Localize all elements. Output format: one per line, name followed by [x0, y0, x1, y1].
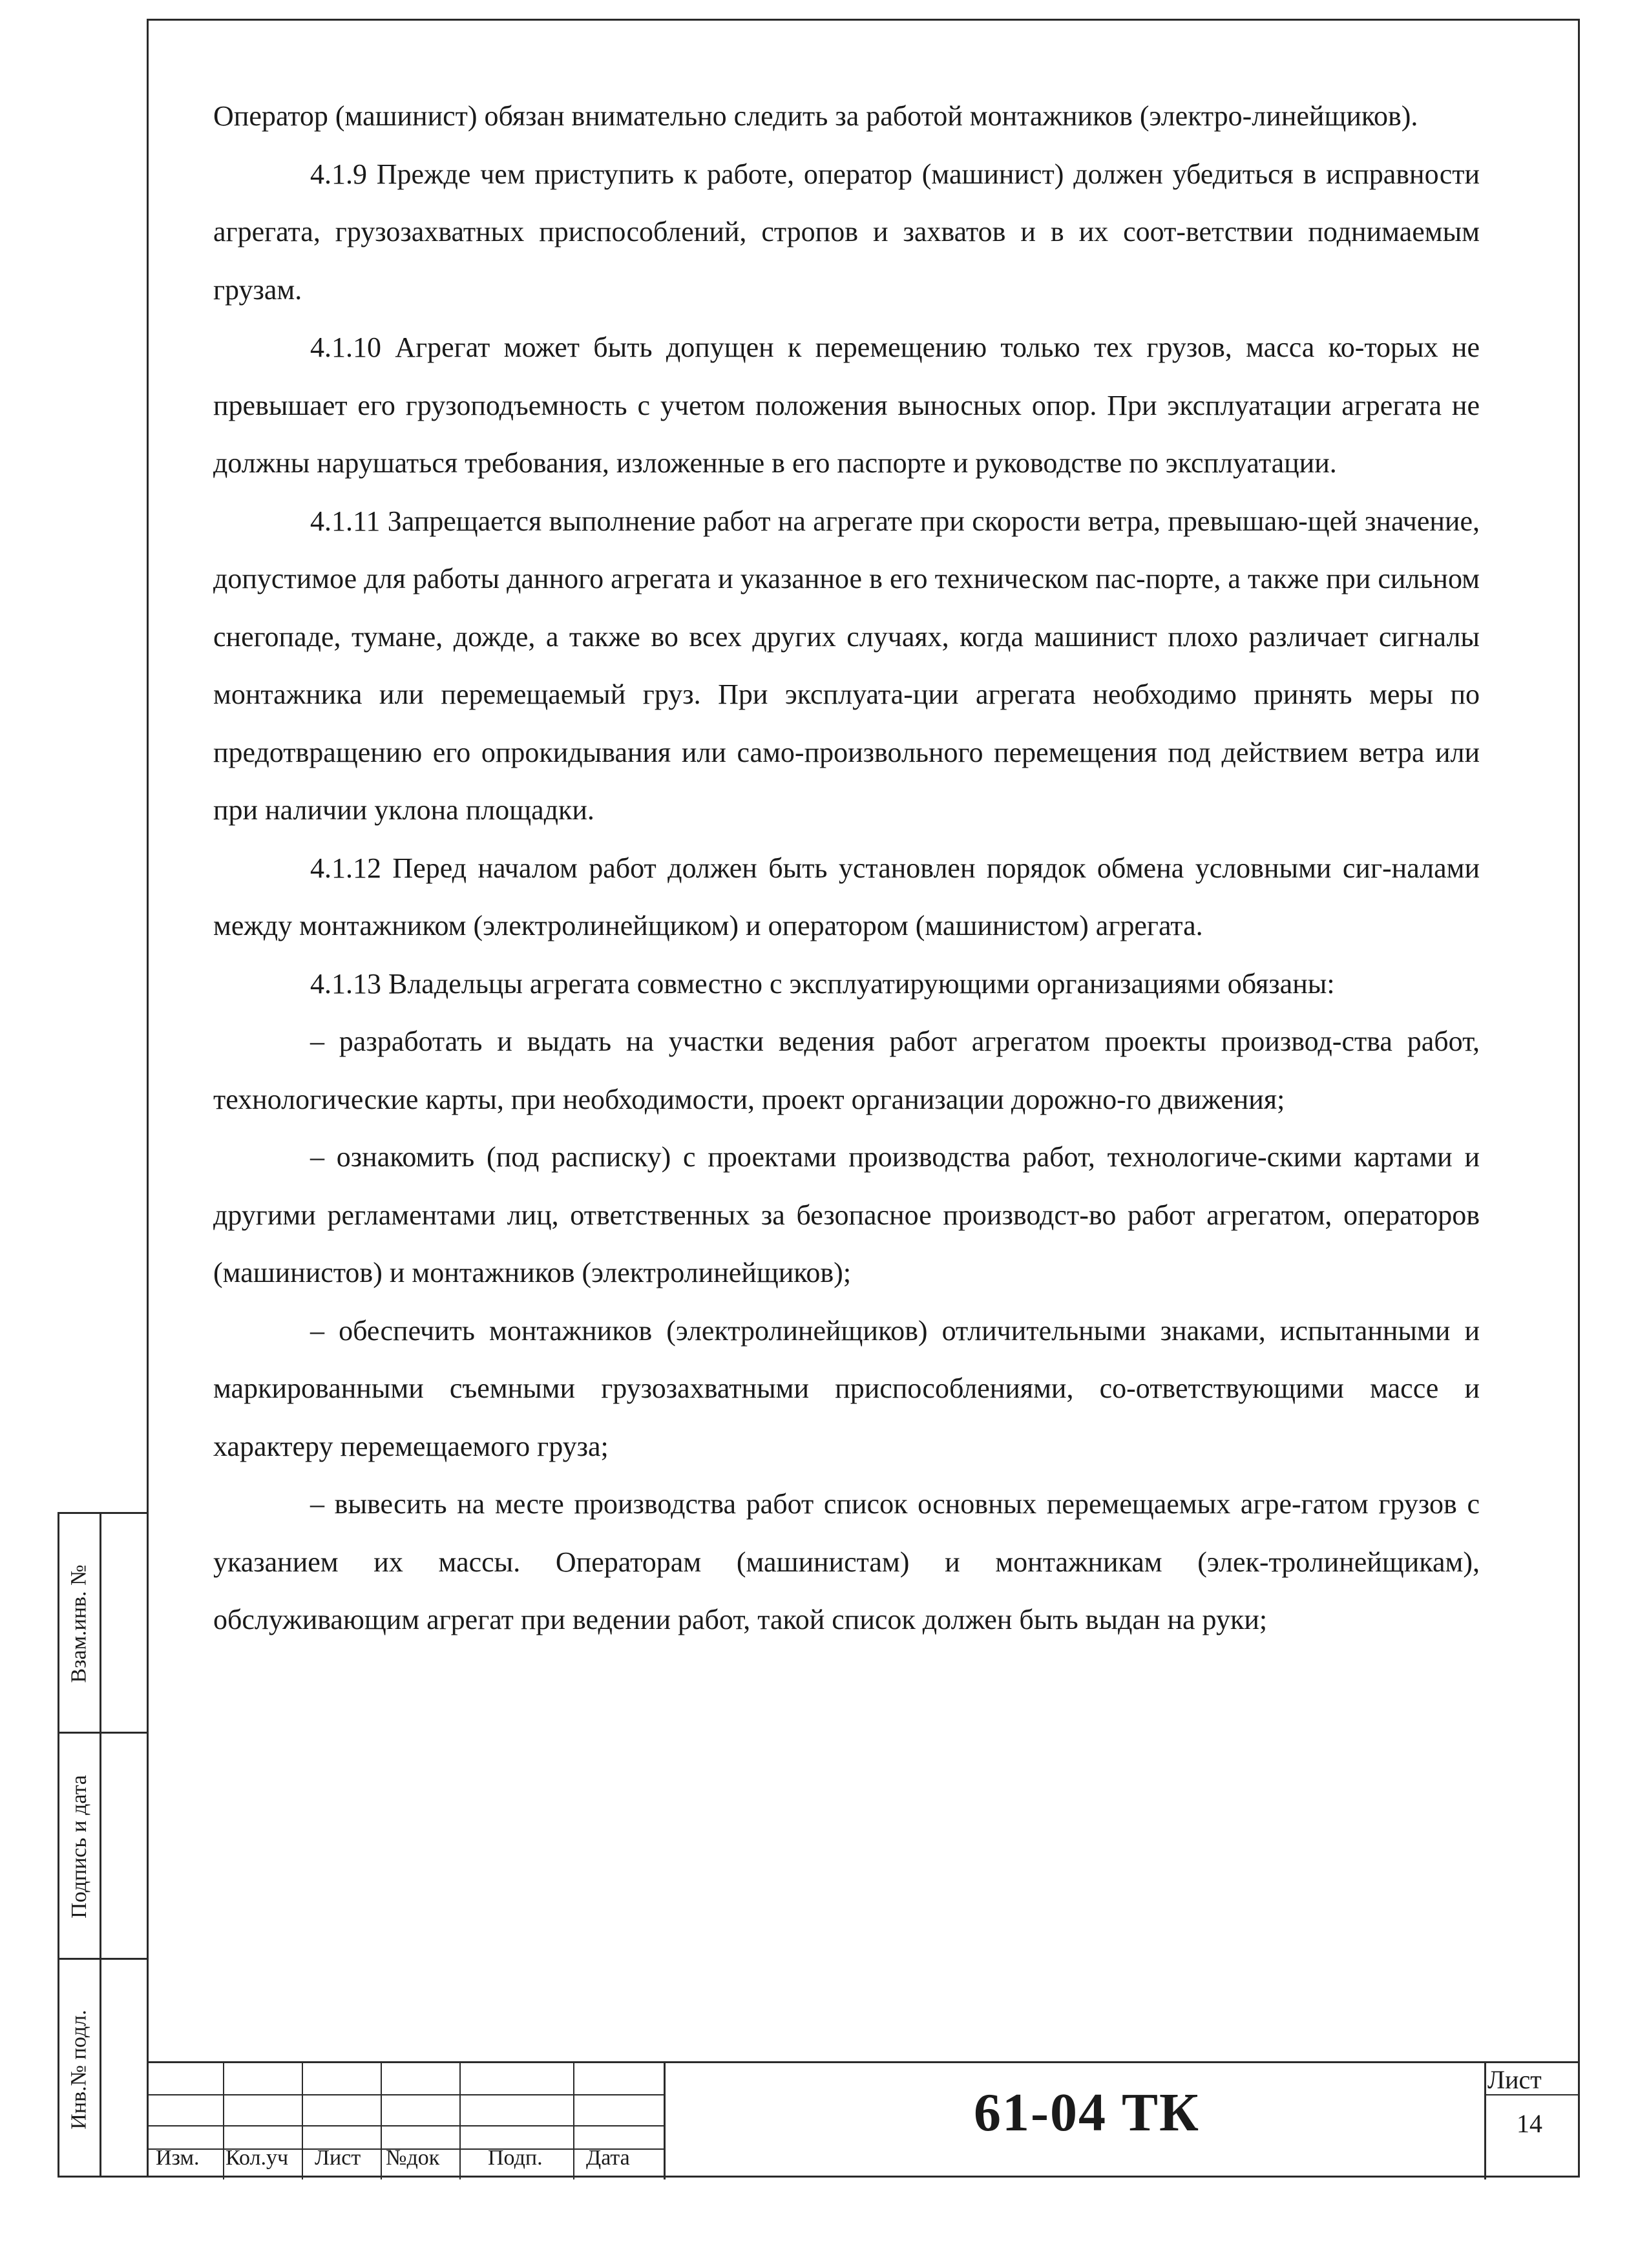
- paragraph: 4.1.12 Перед началом работ должен быть установлен порядок обмена условными сиг-налами между монтажником (электролинейщиком) и оператором (машинистом) агрегата.: [213, 852, 1480, 941]
- list-item: – обеспечить монтажников (электролинейщиков) отличительными знаками, испытанными и маркированными съемными грузозахватными приспособлениями, со-ответствующими массе и характеру перемещаемого груза;: [213, 1314, 1480, 1462]
- col-label-docnum: №док: [386, 2146, 440, 2170]
- body-text: [213, 87, 1480, 1649]
- sheet-number: 14: [1517, 2109, 1542, 2138]
- col-label-signature: Подп.: [488, 2146, 543, 2170]
- title-block-divider: [664, 2063, 666, 2179]
- sheet-label: Лист: [1487, 2065, 1542, 2094]
- list-item: – ознакомить (под расписку) с проектами производства работ, технологиче-скими картами и другими регламентами лиц, ответственных за безопасное производст-во работ агрегатом, операторов (машинистов) и монтажников (электролинейщиков);: [213, 1141, 1480, 1288]
- paragraph: 4.1.13 Владельцы агрегата совместно с эксплуатирующими организациями обязаны:: [310, 967, 1335, 1000]
- list-item: – разработать и выдать на участки ведения работ агрегатом проекты производ-ства работ, технологические карты, при необходимости, проект организации дорожно-го движения;: [213, 1025, 1480, 1115]
- label-original-inventory: Инв.№ подл.: [67, 2010, 92, 2130]
- col-label-date: Дата: [586, 2146, 630, 2170]
- paragraph: 4.1.11 Запрещается выполнение работ на агрегате при скорости ветра, превышаю-щей значение, допустимое для работы данного агрегата и указанное в его техническом пас-порте, а также при сильном снегопаде, тумане, дожде, а также во всех других случаях, когда машинист плохо различает сигналы монтажника или перемещаемый груз. При эксплуата-ции агрегата необходимо принять меры по предотвращению его опрокидывания или само-произвольного перемещения под действием ветра или при наличии уклона площадки.: [213, 505, 1480, 826]
- sheet-divider: [1484, 2063, 1486, 2179]
- col-label-change: Изм.: [156, 2146, 200, 2170]
- label-signature-date: Подпись и дата: [67, 1775, 91, 1918]
- document-code: 61-04 ТК: [974, 2083, 1200, 2143]
- col-label-count: Кол.уч: [226, 2146, 289, 2170]
- paragraph: Оператор (машинист) обязан внимательно следить за работой монтажников (электро-линейщиков).: [213, 100, 1418, 132]
- side-stamp: [58, 1512, 149, 2178]
- col-label-sheet: Лист: [315, 2146, 361, 2170]
- paragraph: 4.1.10 Агрегат может быть допущен к перемещению только тех грузов, масса ко-торых не превышает его грузоподъемность с учетом положения выносных опор. При эксплуатации агрегата не должны нарушаться требования, изложенные в его паспорте и руководстве по эксплуатации.: [213, 331, 1480, 479]
- title-block: [147, 2061, 1580, 2178]
- list-item: – вывесить на месте производства работ список основных перемещаемых агре-гатом грузов с указанием их массы. Операторам (машинистам) и монтажникам (элек-тролинейщикам), обслуживающим агрегат при ведении работ, такой список должен быть выдан на руки;: [213, 1488, 1480, 1635]
- paragraph: 4.1.9 Прежде чем приступить к работе, оператор (машинист) должен убедиться в исправности агрегата, грузозахватных приспособлений, стропов и захватов и в их соот-ветствии поднимаемым грузам.: [213, 158, 1480, 306]
- label-replacement-inventory: Взам.инв. №: [67, 1564, 92, 1683]
